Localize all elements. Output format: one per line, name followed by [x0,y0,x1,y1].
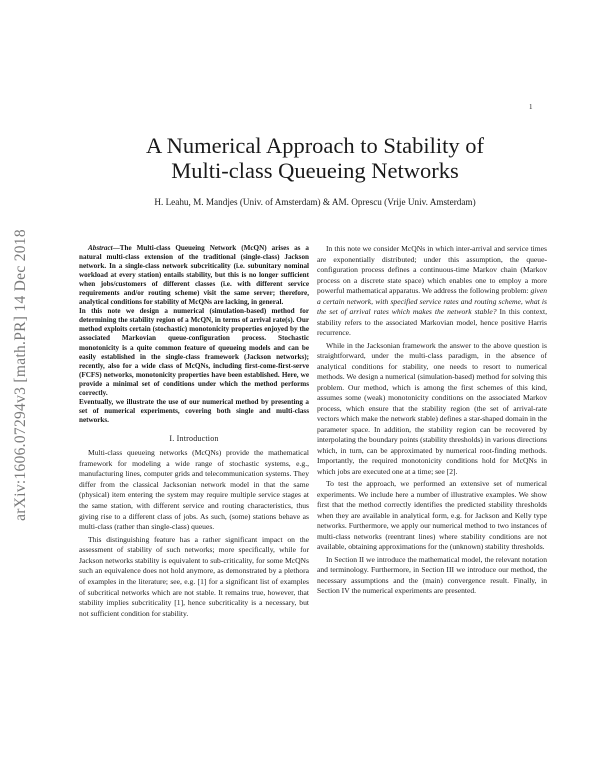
right-column [317,244,547,597]
intro-paragraph-2: This distinguishing feature has a rather significant impact on the assessment of stability of such networks; more specifically, while for Jackson networks stability is equivalent to sub-criticality, for some McQNs such an equivalence does not hold anymore, as demonstrated by a plethora of examples in the literature; see, e.g. [1] for a significant list of examples of subcritical networks which are not stable. It remains true, however, that stability implies subcriticality [1], hence subcriticality is a necessary, but not sufficient condition for stability. [79,534,309,618]
right-paragraph-3: To test the approach, we performed an extensive set of numerical experiments. We include here a number of illustrative examples. We show first that the method correctly identifies the predicted stability thresholds when they are available in analytical form, e.g. for Jackson and Kelly type networks. Furthermore, we apply our numerical method to two instances of multi-class networks (reentrant lines) where stability conditions are not available, obtaining approximations for the (unknown) stability thresholds. [317,479,547,551]
right-paragraph-1 [317,244,547,339]
abstract-paragraph-2: In this note we design a numerical (simulation-based) method for determining the stability region of a McQN, in terms of arrival rate(s). Our method exploits certain (stochastic) monotonicity properties enjoyed by the associated Markovian queue-configuration process. Stochastic monotonicity is a quite common feature of queueing models and can be easily established in the single-class framework (Jackson networks); recently, also for a wide class of McQNs, including first-come-first-serve (FCFS) networks, monotonicity properties have been established. Here, we provide a minimal set of conditions under which the method performs correctly. [79,307,309,397]
intro-paragraph-1: Multi-class queueing networks (McQNs) provide the mathematical framework for modeling a wide range of stochastic systems, e.g., manufacturing lines, computer grids and telecommunication systems. They differ from the classical Jacksonian network model in that the same (physical) item entering the system may require multiple service stages at the same station, with different service and routing characteristics, thus giving rise to a different class of jobs. As such, (some) stations behave as multi-class (rather than single-class) queues. [79,447,309,532]
abstract-text-1: —The Multi-class Queueing Network (McQN) arises as a natural multi-class extension of the traditional (single-class) Jackson network. In a single-class network subcriticality (i.e. subunitary nominal workload at every station) entails stability, but this is no longer sufficient when jobs/customers of different classes (i.e. with different service requirements and/or routing scheme) visit the same server; therefore, analytical conditions for stability of McQNs are lacking, in general. [79,244,309,307]
right-paragraph-2: While in the Jacksonian framework the answer to the above question is straightforward, under the multi-class paradigm, in the absence of analytical conditions for stability, one needs to resort to numerical methods. We design a numerical (simulation-based) method for solving this problem. Our method, which is among the first schemes of this kind, assumes some (weak) monotonicity conditions on the associated Markov process, which ensure that the stability region (the set of arrival-rate vectors which make the network stable) defines a star-shaped domain in the parameter space. In addition, the stability region can be recovered by interpolating the boundary points (stability thresholds) in various directions which, in turn, can be approximated by numerical root-finding methods. Importantly, the required monotonicity conditions hold for McQNs in which jobs are executed one at a time; see [2]. [317,340,547,476]
abstract-lead: Abstract [88,244,113,252]
paper-title [80,133,550,183]
title-line-1: A Numerical Approach to Stability of [145,133,485,158]
arxiv-stamp: arXiv:1606.07294v3 [math.PR] 14 Dec 2018 [12,229,29,521]
authors: H. Leahu, M. Mandjes (Univ. of Amsterdam) & AM. Oprescu (Vrije Univ. Amsterdam) [154,197,476,207]
right-paragraph-1-end: In this context, stability refers to the associated Markovian model, hence positive Harris recurrence. [317,307,548,337]
right-paragraph-1-start: In this note we consider McQNs in which inter-arrival and service times are exponentially distributed; under this assumption, the queue-configuration process defines a continuous-time Markov chain (Markov process on a discrete state space) which enables one to employ a more powerful mathematical apparatus. We address the following problem: [317,244,547,295]
intro-left-text [79,448,309,620]
left-column [79,244,309,619]
abstract-paragraph-3: Eventually, we illustrate the use of our numerical method by presenting a set of numerical experiments, covering both single and multi-class networks. [79,397,309,424]
right-paragraph-4: In Section II we introduce the mathematical model, the relevant notation and terminology. Furthermore, in Section III we introduce our method, the necessary assumptions and the (main) convergence result. Finally, in Section IV the numerical experiments are presented. [317,554,547,595]
page-number: 1 [529,103,533,111]
research-question: given a certain network, with specified service rates and routing scheme, what is the set of arrival rates which makes the network stable? [317,286,547,316]
title-line-2: Multi-class Queueing Networks [171,158,459,183]
intro-right-text [317,244,547,597]
abstract [79,244,309,425]
abstract-paragraph-1 [79,244,309,307]
section-heading: I. Introduction [169,433,219,443]
